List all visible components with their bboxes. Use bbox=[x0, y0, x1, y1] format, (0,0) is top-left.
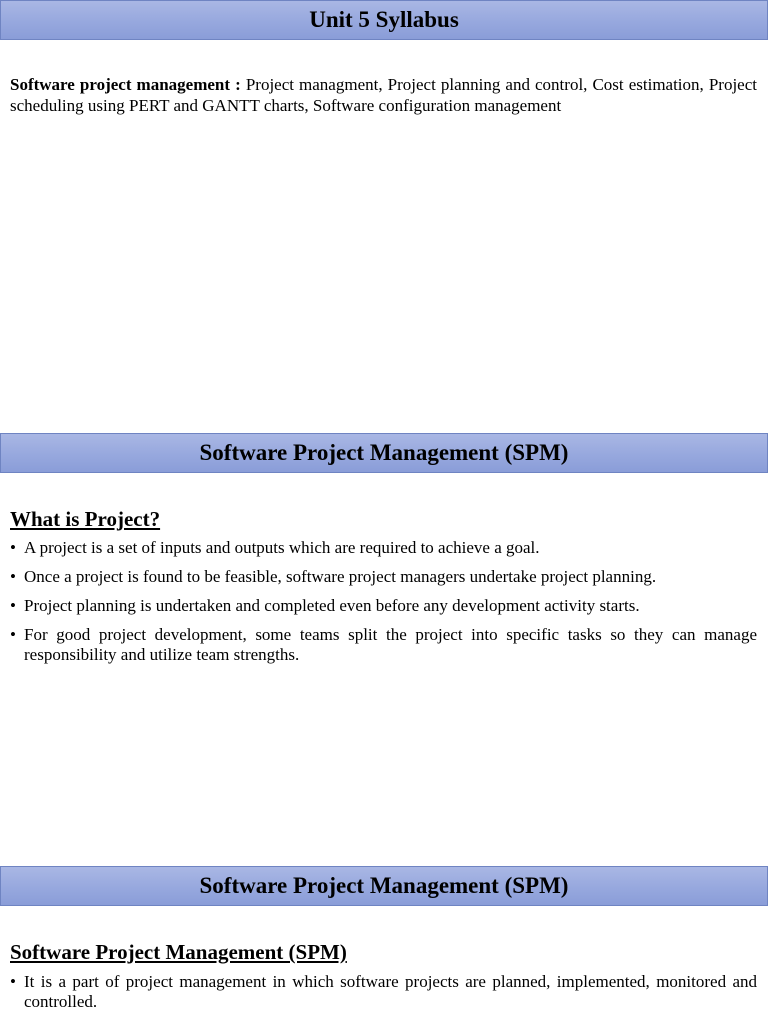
section-heading: What is Project? bbox=[10, 507, 161, 531]
syllabus-paragraph bbox=[10, 74, 757, 116]
syllabus-label: Software project management : bbox=[10, 75, 241, 94]
slide-unit-5-syllabus bbox=[0, 0, 768, 432]
bullet-item bbox=[10, 567, 757, 587]
bullet-list bbox=[10, 538, 757, 674]
syllabus-topics: Project managment, Project planning and control, Cost estimation, Project scheduling using PERT and GANTT charts, Software configuration management bbox=[10, 75, 757, 115]
bullet-text: For good project development, some teams split the project into specific tasks so they can manage responsibility and utilize team strengths. bbox=[24, 625, 757, 664]
bullet-dot-icon: • bbox=[10, 625, 16, 644]
section-heading: Software Project Management (SPM) bbox=[10, 940, 347, 964]
bullet-item bbox=[10, 596, 757, 616]
bullet-text: Once a project is found to be feasible, software project managers undertake project planning. bbox=[24, 567, 657, 586]
slide-title: Unit 5 Syllabus bbox=[0, 0, 768, 40]
bullet-item bbox=[10, 538, 757, 558]
bullet-list bbox=[10, 972, 757, 1021]
bullet-text: Project planning is undertaken and completed even before any development activity starts. bbox=[24, 596, 640, 615]
bullet-text: A project is a set of inputs and outputs which are required to achieve a goal. bbox=[24, 538, 540, 557]
bullet-dot-icon: • bbox=[10, 596, 16, 615]
bullet-item bbox=[10, 625, 757, 665]
bullet-dot-icon: • bbox=[10, 567, 16, 586]
slide-title: Software Project Management (SPM) bbox=[0, 433, 768, 473]
bullet-dot-icon: • bbox=[10, 972, 16, 991]
slide-spm-definition bbox=[0, 866, 768, 1024]
bullet-dot-icon: • bbox=[10, 538, 16, 557]
slide-title: Software Project Management (SPM) bbox=[0, 866, 768, 906]
bullet-text: It is a part of project management in which software projects are planned, implemented, monitored and controlled. bbox=[24, 972, 757, 1011]
slide-what-is-project bbox=[0, 433, 768, 865]
bullet-item bbox=[10, 972, 757, 1012]
